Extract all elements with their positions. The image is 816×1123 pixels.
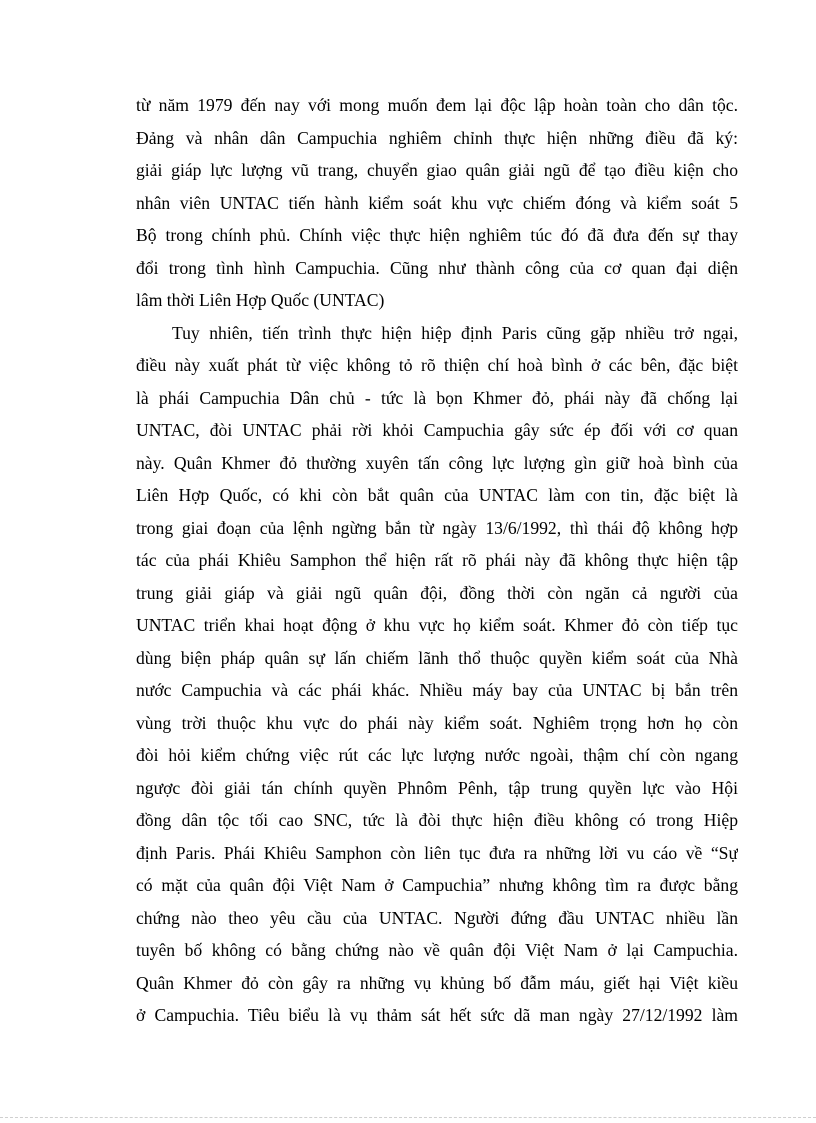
text-line: này. Quân Khmer đỏ thường xuyên tấn công lực lượng gìn giữ hoà bình của [136,452,738,473]
text-line: trung giải giáp và giải ngũ quân đội, đồng thời còn ngăn cả người của [136,582,738,603]
text-line: trong giai đoạn của lệnh ngừng bắn từ ngày 13/6/1992, thì thái độ không hợp [136,517,738,538]
paragraph-2 [136,314,738,1029]
text-line: UNTAC triển khai hoạt động ở khu vực họ kiểm soát. Khmer đỏ còn tiếp tục [136,615,738,635]
text-line: ngược đòi giải tán chính quyền Phnôm Pênh, tập trung quyền lực vào Hội [136,777,738,798]
text-line: có mặt của quân đội Việt Nam ở Campuchia” nhưng không tìm ra được bằng [136,875,738,895]
text-line: Quân Khmer đỏ còn gây ra những vụ khủng bố đẫm máu, giết hại Việt kiều [136,972,738,993]
text-line: là phái Campuchia Dân chủ - tức là bọn Khmer đỏ, phái này đã chống lại [136,387,738,408]
text-line: nước Campuchia và các phái khác. Nhiều máy bay của UNTAC bị bắn trên [136,680,738,700]
text-line: UNTAC, đòi UNTAC phải rời khỏi Campuchia gây sức ép đối với cơ quan [136,420,738,440]
text-line: ở Campuchia. Tiêu biểu là vụ thảm sát hết sức dã man ngày 27/12/1992 làm [136,1005,738,1025]
text-line: Tuy nhiên, tiến trình thực hiện hiệp định Paris cũng gặp nhiều trở ngại, [172,322,738,343]
text-line: Bộ trong chính phủ. Chính việc thực hiện nghiêm túc đó đã đưa đến sự thay [136,225,738,245]
text-line: dùng biện pháp quân sự lấn chiếm lãnh thổ thuộc quyền kiểm soát của Nhà [136,647,738,668]
text-line: tuyên bố không có bằng chứng nào về quân đội Việt Nam ở lại Campuchia. [136,940,738,960]
text-line: tác của phái Khiêu Samphon thể hiện rất rõ phái này đã không thực hiện tập [136,550,738,570]
text-line: từ năm 1979 đến nay với mong muốn đem lại độc lập hoàn toàn cho dân tộc. [136,95,738,115]
text-line: đòi hỏi kiểm chứng việc rút các lực lượng nước ngoài, thậm chí còn ngang [136,745,738,765]
text-line: định Paris. Phái Khiêu Samphon còn liên tục đưa ra những lời vu cáo về “Sự [136,842,738,863]
text-line: vùng trời thuộc khu vực do phái này kiểm soát. Nghiêm trọng hơn họ còn [136,712,738,733]
text-line: chứng nào theo yêu cầu của UNTAC. Người đứng đầu UNTAC nhiều lần [136,907,738,928]
text-line: lâm thời Liên Hợp Quốc (UNTAC) [136,290,385,310]
text-line: Liên Hợp Quốc, có khi còn bắt quân của UNTAC làm con tin, đặc biệt là [136,485,738,505]
body-text [136,86,738,1029]
text-line: điều này xuất phát từ việc không tỏ rõ thiện chí hoà bình ở các bên, đặc biệt [136,355,738,375]
paragraph-1 [136,86,738,314]
text-line: Đảng và nhân dân Campuchia nghiêm chỉnh thực hiện những điều đã ký: [136,127,738,148]
page-bottom-divider [0,1117,816,1118]
text-line: đồng dân tộc tối cao SNC, tức là đòi thực hiện điều không có trong Hiệp [136,810,738,830]
text-line: đổi trong tình hình Campuchia. Cũng như thành công của cơ quan đại diện [136,257,738,278]
text-line: giải giáp lực lượng vũ trang, chuyển giao quân giải ngũ để tạo điều kiện cho [136,160,738,180]
text-line: nhân viên UNTAC tiến hành kiểm soát khu vực chiếm đóng và kiểm soát 5 [136,192,738,213]
